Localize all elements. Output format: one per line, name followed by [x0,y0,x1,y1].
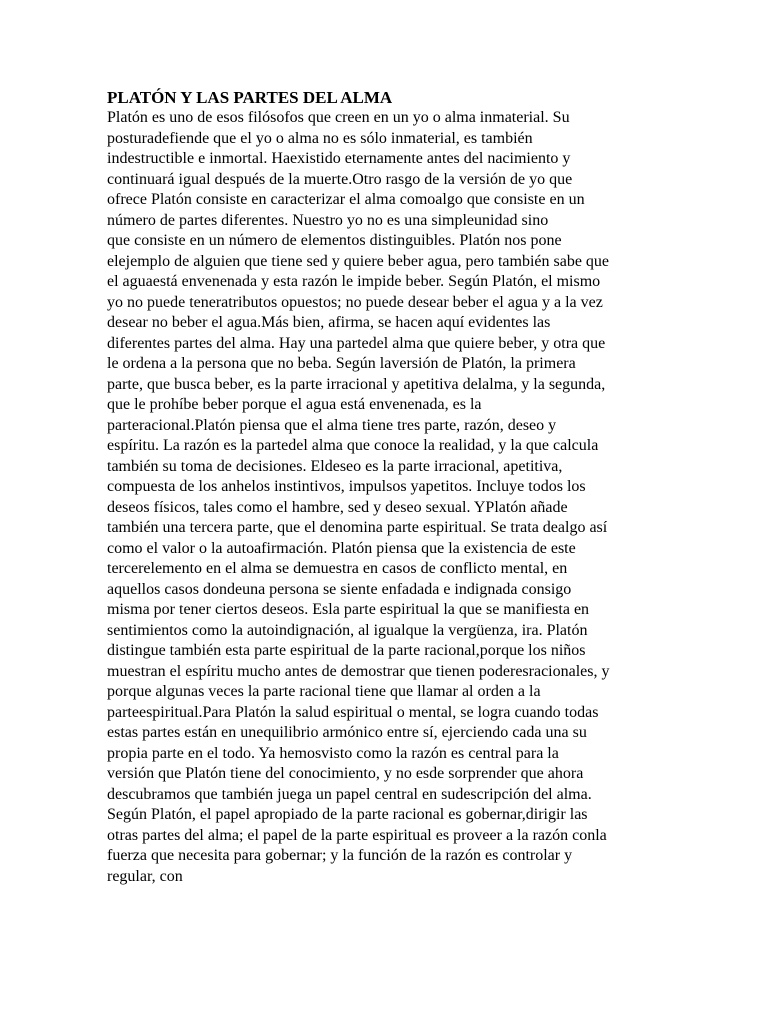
body-line: regular, con [107,867,183,885]
body-line: propia parte en el todo. Ya hemosvisto como la razón es central para la [107,744,559,762]
body-line: muestran el espíritu mucho antes de demostrar que tienen poderesracionales, y [107,662,610,680]
body-line: diferentes partes del alma. Hay una partedel alma que quiere beber, y otra que [107,334,606,352]
body-line: Platón es uno de esos filósofos que creen en un yo o alma inmaterial. Su [107,109,570,126]
body-line: misma por tener ciertos deseos. Esla parte espiritual la que se manifiesta en [107,601,590,618]
body-line: distingue también esta parte espiritual de la parte racional,porque los niños [107,642,586,659]
document-body [107,108,667,887]
body-line: también una tercera parte, que el denomina parte espiritual. Se trata dealgo así [107,519,608,536]
body-line: otras partes del alma; el papel de la parte espiritual es proveer a la razón conla [107,826,607,844]
body-line: porque algunas veces la parte racional tiene que llamar al orden a la [107,683,541,700]
body-line: compuesta de los anhelos instintivos, impulsos yapetitos. Incluye todos los [107,478,586,495]
body-line: que le prohíbe beber porque el agua está envenenada, es la [107,396,482,413]
body-line: sentimientos como la autoindignación, al igualque la vergüenza, ira. Platón [107,621,588,639]
body-line: Según Platón, el papel apropiado de la parte racional es gobernar,dirigir las [107,806,588,823]
body-line: descubramos que también juega un papel central en sudescripción del alma. [107,785,592,803]
document-title: PLATÓN Y LAS PARTES DEL ALMA [107,88,393,107]
body-line: espíritu. La razón es la partedel alma que conoce la realidad, y la que calcula [107,437,599,454]
document-page [107,88,667,887]
body-line: parteracional.Platón piensa que el alma tiene tres parte, razón, deseo y [107,416,557,434]
body-line: tercerelemento en el alma se demuestra en casos de conflicto mental, en [107,560,568,577]
body-line: desear no beber el agua.Más bien, afirma, se hacen aquí evidentes las [107,314,551,331]
body-line: continuará igual después de la muerte.Otro rasgo de la versión de yo que [107,170,573,188]
body-line: elejemplo de alguien que tiene sed y quiere beber agua, pero también sabe que [107,252,610,270]
body-line: posturadefiende que el yo o alma no es sólo inmaterial, es también [107,129,533,147]
body-line: el aguaestá envenenada y esta razón le impide beber. Según Platón, el mismo [107,273,601,290]
body-line: parteespiritual.Para Platón la salud espiritual o mental, se logra cuando todas [107,703,599,721]
body-line: yo no puede teneratributos opuestos; no puede desear beber el agua y a la vez [107,293,603,311]
body-line: como el valor o la autoafirmación. Platón piensa que la existencia de este [107,539,576,557]
body-line: fuerza que necesita para gobernar; y la función de la razón es controlar y [107,847,573,864]
body-line: versión que Platón tiene del conocimiento, y no esde sorprender que ahora [107,765,584,782]
body-line: deseos físicos, tales como el hambre, sed y deseo sexual. YPlatón añade [107,498,568,516]
body-line: ofrece Platón consiste en caracterizar el alma comoalgo que consiste en un [107,191,585,208]
body-line: también su toma de decisiones. Eldeseo es la parte irracional, apetitiva, [107,457,563,475]
body-line: aquellos casos dondeuna persona se siente enfadada e indignada consigo [107,580,572,598]
body-line: indestructible e inmortal. Haexistido eternamente antes del nacimiento y [107,150,571,167]
body-line: parte, que busca beber, es la parte irracional y apetitiva delalma, y la segunda, [107,375,606,393]
body-line: que consiste en un número de elementos distinguibles. Platón nos pone [107,232,562,249]
body-line: estas partes están en unequilibrio armónico entre sí, ejerciendo cada una su [107,724,587,741]
body-line: le ordena a la persona que no beba. Según laversión de Platón, la primera [107,355,576,372]
body-line: número de partes diferentes. Nuestro yo no es una simpleunidad sino [107,211,549,229]
